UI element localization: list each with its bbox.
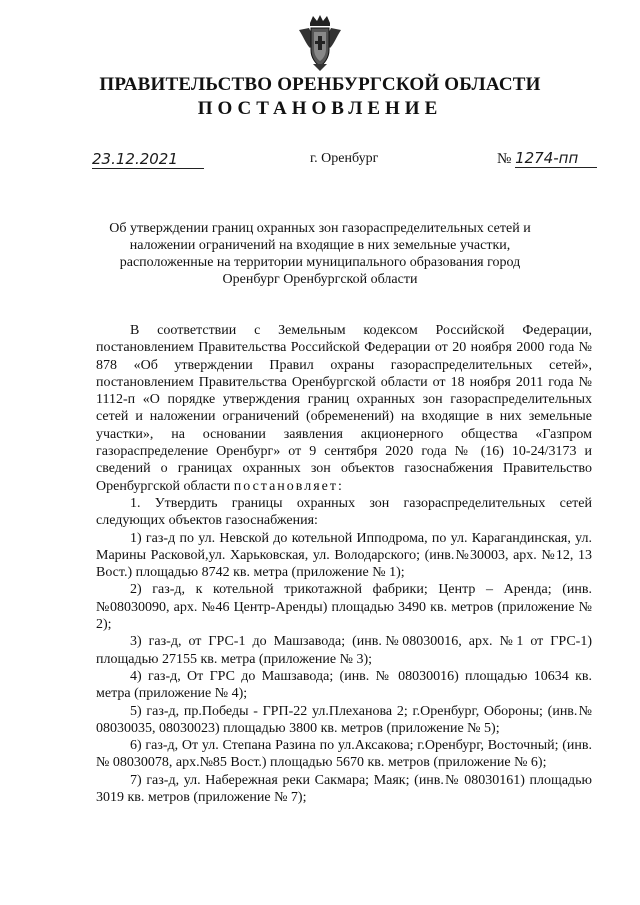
subitem-5: 5) газ-д, пр.Победы - ГРП-22 ул.Плеханова 2; г.Оренбург, Обороны; (инв.№ 08030035, 08030023) площадью 3800 кв. метров (приложение № 5);: [96, 703, 592, 736]
item-1: 1. Утвердить границы охранных зон газораспределительных сетей следующих объектов газоснабжения:: [96, 495, 592, 529]
decree-word: постановляет:: [233, 478, 344, 494]
subitem-4: 4) газ-д, От ГРС до Машзавода; (инв. № 08030016) площадью 10634 кв. метра (приложение № 4);: [96, 668, 592, 702]
document-number: [497, 149, 597, 168]
coat-of-arms-icon: [297, 14, 343, 72]
subitem-2: 2) газ-д, к котельной трикотажной фабрики; Центр – Аренда; (инв.№08030090, арх. №46 Центр-Аренды) площадью 3490 кв. метров (приложение № 2);: [96, 582, 592, 633]
document-city: г. Оренбург: [310, 151, 379, 166]
number-prefix: №: [497, 151, 512, 167]
subitem-7: 7) газ-д, ул. Набережная реки Сакмара; Маяк; (инв.№ 08030161) площадью 3019 кв. метров (приложение № 7);: [96, 772, 592, 806]
government-name: ПРАВИТЕЛЬСТВО ОРЕНБУРГСКОЙ ОБЛАСТИ: [99, 74, 541, 95]
document-title: Об утверждении границ охранных зон газораспределительных сетей и наложении ограничений на входящие в них земельные участки, расположенные на территории муниципального образования город Оренбург Оренбургской области: [109, 221, 531, 287]
number-value: 1274-пп: [515, 149, 597, 168]
document-type: ПОСТАНОВЛЕНИЕ: [197, 98, 443, 119]
preamble-text: В соответствии с Земельным кодексом Российской Федерации, постановлением Правительства Российской Федерации от 20 ноября 2000 года № 878 «Об утверждении Правил охраны газораспределительных сетей», постановлением Правительства Оренбургской области от 18 ноября 2011 года № 1112-п «О порядке утверждения границ охранных зон газораспределительных сетей и наложении ограничений (обременений) на входящие в них земельные участки», на основании заявления акционерного общества «Газпром газораспределение Оренбург» от 9 сентября 2020 года № (16) 10-24/3173 и сведений о границах охранных зон объектов газоснабжения Правительство Оренбургской области: [96, 323, 592, 494]
subitem-6: 6) газ-д, От ул. Степана Разина по ул.Аксакова; г.Оренбург, Восточный; (инв.№ 08030078, арх.№85 Вост.) площадью 5670 кв. метров (приложение № 6);: [96, 738, 592, 771]
preamble: [96, 322, 592, 495]
subitem-3: 3) газ-д, от ГРС-1 до Машзавода; (инв.№08030016, арх. №1 от ГРС-1) площадью 27155 кв. метра (приложение № 3);: [96, 634, 592, 667]
document-body: [96, 322, 592, 806]
subitem-1: 1) газ-д по ул. Невской до котельной Ипподрома, по ул. Карагандинская, ул. Марины Расковой,ул. Харьковская, ул. Володарского; (инв.№30003, арх. №12, 13 Вост.) площадью 8742 кв. метра (приложение № 1);: [96, 530, 592, 581]
document-date: 23.12.2021: [92, 150, 204, 169]
